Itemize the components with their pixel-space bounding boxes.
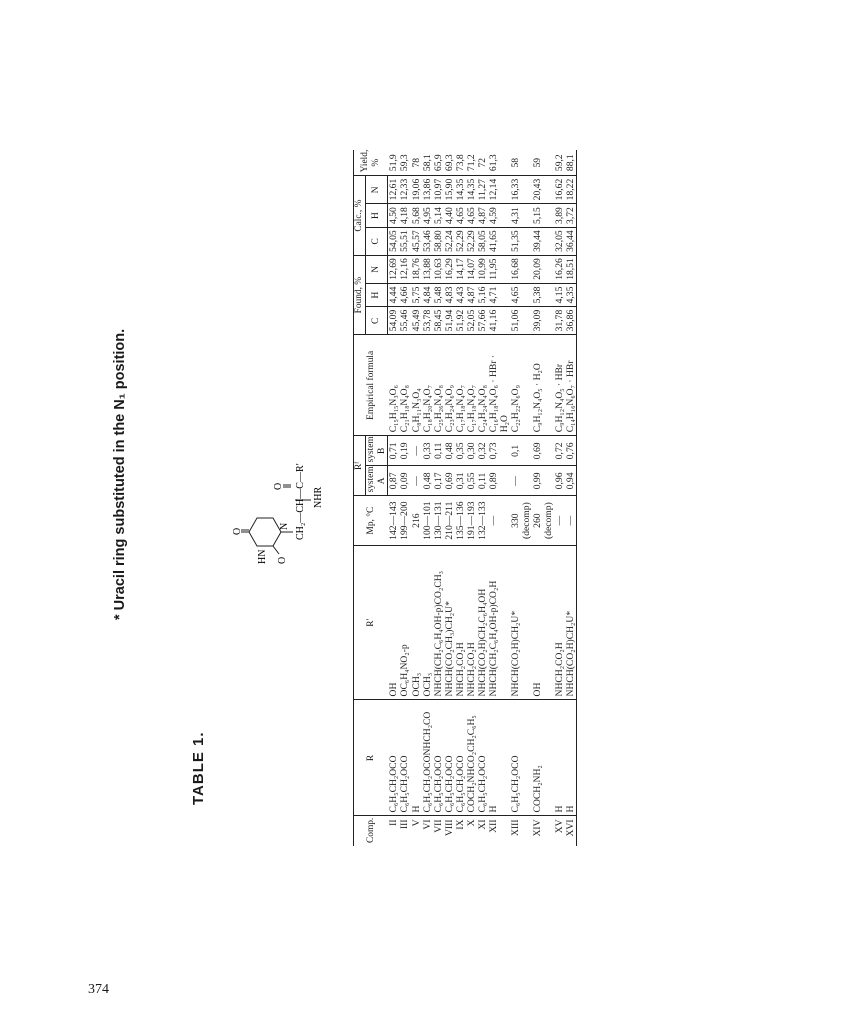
cell-found-h: 4,65 [510, 283, 532, 307]
cell-mp: 135—136 [455, 496, 466, 545]
cell-found-c: 53,78 [422, 307, 433, 335]
cell-calc-c: 58,05 [477, 227, 488, 255]
header-formula: Empirical formula [354, 335, 388, 436]
cell-r-prime: NHCH(CO₂H)CH₂C₆H₄OH [477, 545, 488, 700]
cell-comp: XIII [509, 819, 521, 836]
table-row [477, 150, 488, 846]
cell-r-prime: OH [532, 545, 554, 700]
table-row [510, 150, 532, 846]
cell-r-prime: NHCH(CH₂C₆H₄OH-p)CO₂CH₃ [433, 545, 444, 700]
cell-calc-n: 19,06 [411, 176, 422, 204]
header-r: R [354, 700, 388, 816]
cell-comp: II [387, 819, 399, 826]
header-found-n: N [365, 255, 388, 283]
table-row [388, 150, 400, 846]
cell-r: C₆H₅CH₂OCO [477, 700, 488, 816]
cell-r: C₆H₅CH₂OCO [433, 700, 444, 816]
cell-mp: — [488, 496, 510, 545]
header-mp: Mp, °C [354, 496, 388, 545]
cell-rf-b: 0,33 [422, 436, 433, 466]
cell-found-h: 4,87 [466, 283, 477, 307]
table-row [565, 150, 577, 846]
cell-calc-n: 20,43 [532, 176, 554, 204]
uracil-ring [249, 518, 281, 546]
structure-svg [232, 463, 347, 566]
cell-rf-b: 0,35 [455, 436, 466, 466]
cell-formula: C₁₆H₁₈N₄O₆ · HBr · H₂O [488, 335, 510, 436]
cell-mp: — [565, 496, 577, 545]
cell-rf-a: 0,69 [444, 466, 455, 496]
cell-calc-h: 4,18 [399, 204, 410, 228]
table-row [422, 150, 433, 846]
uracil-structure-diagram [232, 463, 347, 566]
cell-rf-a: 0,11 [477, 466, 488, 496]
cell-r-prime: OC₆H₄NO₂-p [399, 545, 410, 700]
cell-found-n: 10,63 [433, 255, 444, 283]
cell-r-prime: NHCH₂CO₂H [455, 545, 466, 700]
table-row [444, 150, 455, 846]
cell-rf-a: 0,55 [466, 466, 477, 496]
cell-found-c: 31,78 [554, 307, 565, 335]
cell-r: H [565, 700, 577, 816]
cell-calc-n: 13,86 [422, 176, 433, 204]
cell-r: COCH₂NH₂ [532, 700, 554, 816]
cell-found-h: 5,48 [433, 283, 444, 307]
cell-found-n: 20,09 [532, 255, 554, 283]
cell-rf-b: 0,69 [532, 436, 554, 466]
cell-yield: 61,3 [488, 150, 510, 176]
header-calc-n: N [365, 176, 388, 204]
cell-r: C₆H₅CH₂OCONHCH₂CO [422, 700, 433, 816]
table-row [488, 150, 510, 846]
cell-rf-a: 0,17 [433, 466, 444, 496]
cell-mp: 330 (decomp) [510, 496, 532, 545]
cell-calc-h: 4,65 [455, 204, 466, 228]
atom-o-top: O [232, 527, 243, 535]
cell-yield: 72 [477, 150, 488, 176]
cell-rf-a: 0,31 [455, 466, 466, 496]
cell-found-c: 51,92 [455, 307, 466, 335]
cell-yield: 51,9 [388, 150, 400, 176]
table-row [455, 150, 466, 846]
cell-mp: 199—200 [399, 496, 410, 545]
cell-found-n: 11,95 [488, 255, 510, 283]
cell-found-h: 4,43 [455, 283, 466, 307]
cell-calc-c: 32,05 [554, 227, 565, 255]
table-footnote: * Uracil ring substituted in the N₁ position. [112, 328, 128, 620]
cell-r-prime: OCH₃ [411, 545, 422, 700]
cell-calc-h: 4,31 [510, 204, 532, 228]
cell-rf-b: 0,73 [488, 436, 510, 466]
cell-calc-c: 51,35 [510, 227, 532, 255]
table-body [388, 150, 577, 846]
cell-found-c: 41,16 [488, 307, 510, 335]
cell-rf-a: — [510, 466, 532, 496]
cell-rf-b: 0,19 [399, 436, 410, 466]
cell-calc-c: 52,24 [444, 227, 455, 255]
bond-left-carbonyl [273, 546, 279, 554]
cell-calc-c: 36,44 [565, 227, 577, 255]
cell-rf-b: 0,30 [466, 436, 477, 466]
cell-found-h: 4,83 [444, 283, 455, 307]
header-rf-system-a: system A [365, 466, 388, 496]
cell-found-h: 5,16 [477, 283, 488, 307]
cell-rf-b: 0,1 [510, 436, 532, 466]
cell-rf-a: 0,09 [399, 466, 410, 496]
cell-r: H [554, 700, 565, 816]
cell-formula: C₁₇H₁₈N₄O₇ [466, 335, 477, 436]
cell-calc-n: 12,33 [399, 176, 410, 204]
cell-rf-b: 0,11 [433, 436, 444, 466]
table-row [554, 150, 565, 846]
header-calc-c: C [365, 227, 388, 255]
cell-formula: C₁₅H₁₅N₃O₆ [388, 335, 400, 436]
cell-calc-n: 11,27 [477, 176, 488, 204]
atom-o-left: O [277, 556, 288, 564]
cell-comp: III [399, 819, 411, 830]
cell-calc-n: 10,97 [433, 176, 444, 204]
cell-calc-c: 55,51 [399, 227, 410, 255]
header-calc: Calc., % [354, 176, 366, 256]
cell-found-n: 14,07 [466, 255, 477, 283]
atom-hn: HN [257, 549, 268, 564]
cell-comp: VI [421, 819, 433, 830]
cell-calc-c: 58,80 [433, 227, 444, 255]
cell-r-prime: NHCH₂CO₂H [466, 545, 477, 700]
cell-formula: C₂₁H₁₈N₄O₈ [399, 335, 410, 436]
cell-comp: V [410, 819, 422, 827]
cell-mp: — [554, 496, 565, 545]
cell-calc-n: 12,14 [488, 176, 510, 204]
cell-r-prime: NHCH(CH₂C₆H₄OH-p)CO₂H [488, 545, 510, 700]
header-yield: Yield, % [354, 150, 388, 176]
cell-calc-h: 3,72 [565, 204, 577, 228]
cell-rf-a: 0,89 [488, 466, 510, 496]
cell-r: H [488, 700, 510, 816]
cell-found-n: 16,29 [444, 255, 455, 283]
cell-found-n: 16,26 [554, 255, 565, 283]
cell-found-n: 18,51 [565, 255, 577, 283]
cell-r: H [411, 700, 422, 816]
cell-mp: 142—143 [388, 496, 400, 545]
cell-yield: 59 [532, 150, 554, 176]
cell-yield: 78 [411, 150, 422, 176]
cell-found-c: 51,94 [444, 307, 455, 335]
cell-found-c: 36,86 [565, 307, 577, 335]
cell-yield: 65,9 [433, 150, 444, 176]
cell-r: COCH₂NHCO₂CH₂C₆H₅ [466, 700, 477, 816]
cell-r-prime: NHCH(CO₂H)CH₂U* [510, 545, 532, 700]
cell-found-h: 5,38 [532, 283, 554, 307]
cell-rf-b: 0,32 [477, 436, 488, 466]
cell-calc-c: 53,46 [422, 227, 433, 255]
header-found-c: C [365, 307, 388, 335]
cell-found-c: 45,49 [411, 307, 422, 335]
cell-comp: XVI [565, 816, 577, 846]
cell-rf-a: 0,96 [554, 466, 565, 496]
cell-rf-a: 0,99 [532, 466, 554, 496]
cell-formula: C₉H₁₂N₄O₅ · HBr [554, 335, 565, 436]
cell-found-c: 54,09 [388, 307, 400, 335]
cell-rf-b: 0,71 [388, 436, 400, 466]
cell-found-n: 12,69 [388, 255, 400, 283]
cell-mp: 132—133 [477, 496, 488, 545]
cell-found-h: 4,66 [399, 283, 410, 307]
cell-rf-b: 0,72 [554, 436, 565, 466]
cell-formula: C₁₈H₂₀N₄O₇ [422, 335, 433, 436]
cell-formula: C₈H₁₁N₃O₄ [411, 335, 422, 436]
header-found-h: H [365, 283, 388, 307]
cell-r: C₆H₅CH₂OCO [399, 700, 410, 816]
cell-found-c: 55,46 [399, 307, 410, 335]
cell-yield: 69,3 [444, 150, 455, 176]
page-number: 374 [88, 982, 109, 997]
cell-calc-c: 52,29 [466, 227, 477, 255]
cell-r-prime: NHCH(CO₂CH₃)CH₂U* [444, 545, 455, 700]
cell-comp: IX [454, 819, 466, 830]
cell-calc-c: 52,29 [455, 227, 466, 255]
table-row [411, 150, 422, 846]
header-rf-system-b: system B [365, 436, 388, 466]
cell-yield: 58,1 [422, 150, 433, 176]
data-table [353, 150, 577, 846]
cell-found-c: 39,09 [532, 307, 554, 335]
cell-calc-n: 14,35 [455, 176, 466, 204]
cell-formula: C₂₅H₂₆N₄O₈ [433, 335, 444, 436]
cell-calc-h: 4,87 [477, 204, 488, 228]
cell-r: C₆H₅CH₂OCO [455, 700, 466, 816]
header-found: Found, % [354, 255, 366, 334]
cell-yield: 59,3 [399, 150, 410, 176]
cell-rf-b: — [411, 436, 422, 466]
cell-calc-c: 39,44 [532, 227, 554, 255]
table-row [532, 150, 554, 846]
cell-rf-a: — [411, 466, 422, 496]
cell-r: C₆H₅CH₂OCO [444, 700, 455, 816]
cell-r: C₆H₅CH₂OCO [388, 700, 400, 816]
cell-formula: C₁₄H₁₆N₆O₇ · HBr [565, 335, 577, 436]
cell-calc-c: 54,05 [388, 227, 400, 255]
cell-comp: XIV [531, 819, 543, 837]
cell-calc-h: 4,40 [444, 204, 455, 228]
cell-mp: 216 [411, 496, 422, 545]
cell-calc-n: 16,33 [510, 176, 532, 204]
cell-calc-h: 4,65 [466, 204, 477, 228]
cell-yield: 88,1 [565, 150, 577, 176]
cell-calc-h: 4,50 [388, 204, 400, 228]
cell-calc-h: 4,59 [488, 204, 510, 228]
cell-r-prime: NHCH(CO₂H)CH₂U* [565, 545, 577, 700]
cell-rf-a: 0,94 [565, 466, 577, 496]
cell-calc-c: 45,57 [411, 227, 422, 255]
cell-found-n: 16,68 [510, 255, 532, 283]
cell-found-c: 52,05 [466, 307, 477, 335]
chain-ch2-ch: CH₂—CH—C—R′ [295, 463, 306, 540]
cell-found-h: 4,84 [422, 283, 433, 307]
cell-formula: C₂₂H₂₂N₆O₉ [510, 335, 532, 436]
cell-mp: 191—193 [466, 496, 477, 545]
header-r-prime: R′ [354, 545, 388, 700]
cell-comp: VII [432, 819, 444, 833]
cell-found-h: 4,35 [565, 283, 577, 307]
cell-r-prime: OCH₃ [422, 545, 433, 700]
table-row [433, 150, 444, 846]
cell-r-prime: NHCH₂CO₂H [554, 545, 565, 700]
cell-comp: XII [487, 819, 499, 833]
cell-calc-n: 12,61 [388, 176, 400, 204]
cell-comp: X [465, 819, 477, 827]
cell-formula: C₂₄H₂₄N₄O₈ [477, 335, 488, 436]
group-nhr: NHR [313, 486, 324, 508]
cell-formula: C₁₇H₁₈N₄O₇ [455, 335, 466, 436]
cell-mp: 100—101 [422, 496, 433, 545]
cell-calc-h: 5,68 [411, 204, 422, 228]
cell-calc-n: 14,35 [466, 176, 477, 204]
cell-found-n: 10,99 [477, 255, 488, 283]
cell-found-n: 14,17 [455, 255, 466, 283]
table-caption: TABLE 1. [190, 731, 207, 805]
cell-found-c: 57,66 [477, 307, 488, 335]
cell-rf-a: 0,48 [422, 466, 433, 496]
cell-found-c: 51,06 [510, 307, 532, 335]
rotated-table-block [227, 150, 854, 846]
cell-comp: XV [553, 819, 565, 834]
cell-mp: 130—131 [433, 496, 444, 545]
cell-found-h: 4,71 [488, 283, 510, 307]
cell-calc-n: 16,62 [554, 176, 565, 204]
cell-rf-b: 0,76 [565, 436, 577, 466]
cell-rf-b: 0,48 [444, 436, 455, 466]
cell-yield: 59,2 [554, 150, 565, 176]
cell-found-h: 4,44 [388, 283, 400, 307]
table-row [399, 150, 410, 846]
cell-r: C₆H₅CH₂OCO [510, 700, 532, 816]
cell-found-n: 13,88 [422, 255, 433, 283]
header-comp: Comp. [354, 816, 388, 846]
cell-rf-a: 0,87 [388, 466, 400, 496]
atom-o-carbonyl: O [273, 482, 284, 490]
cell-formula: C₉H₁₂N₄O₅ · H₂O [532, 335, 554, 436]
cell-yield: 58 [510, 150, 532, 176]
cell-calc-n: 15,90 [444, 176, 455, 204]
header-rf: Rᶠ [354, 436, 366, 496]
table-row [466, 150, 477, 846]
cell-calc-n: 18,22 [565, 176, 577, 204]
cell-r-prime: OH [388, 545, 400, 700]
cell-calc-h: 3,89 [554, 204, 565, 228]
cell-formula: C₂₃H₂₄N₆O₉ [444, 335, 455, 436]
cell-calc-h: 5,15 [532, 204, 554, 228]
cell-yield: 73,8 [455, 150, 466, 176]
cell-found-n: 18,76 [411, 255, 422, 283]
cell-mp: 210—211 [444, 496, 455, 545]
cell-found-h: 5,75 [411, 283, 422, 307]
cell-mp: 260 (decomp) [532, 496, 554, 545]
cell-calc-h: 5,14 [433, 204, 444, 228]
cell-found-n: 12,16 [399, 255, 410, 283]
cell-yield: 71,2 [466, 150, 477, 176]
atom-n: N [279, 522, 290, 530]
cell-calc-c: 41,65 [488, 227, 510, 255]
cell-found-h: 4,15 [554, 283, 565, 307]
cell-calc-h: 4,95 [422, 204, 433, 228]
cell-comp: XI [476, 819, 488, 830]
cell-found-c: 58,45 [433, 307, 444, 335]
cell-comp: VIII [443, 819, 455, 836]
header-calc-h: H [365, 204, 388, 228]
